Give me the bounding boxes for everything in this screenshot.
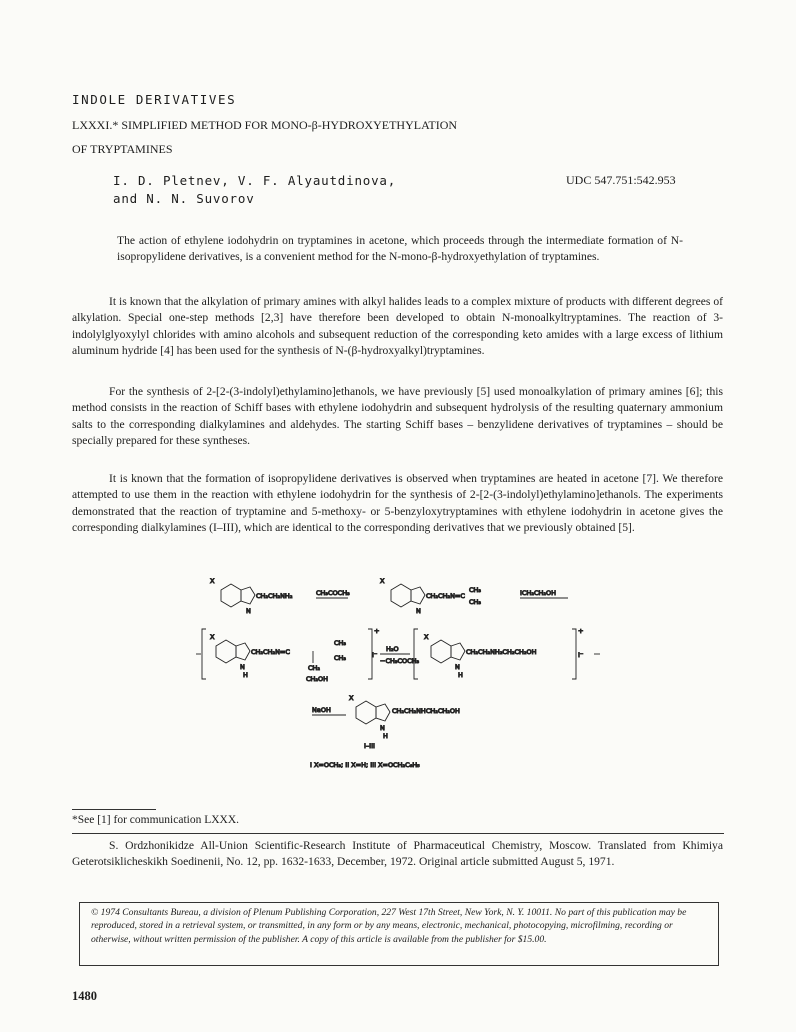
scheme-plus-2: + [578, 627, 584, 635]
footnote-rule [72, 809, 156, 810]
scheme-iodide-1: I⁻ [372, 651, 378, 659]
scheme-ch3-b: CH₃ [469, 598, 482, 606]
abstract: The action of ethylene iodohydrin on tryptamines in acetone, which proceeds through the intermediate formation of N-isopropylidene derivatives, is a convenient method for the N-mono-β-hydroxyethylation of tryptamines. [117, 234, 683, 264]
institution-rule [72, 833, 724, 834]
scheme-ch3-a: CH₃ [469, 586, 482, 594]
authors-line1: I. D. Pletnev, V. F. Alyautdinova, [113, 173, 397, 188]
scheme-x-2: X [380, 577, 385, 585]
scheme-nh-4: N [455, 663, 460, 671]
scheme-nh-1: N [246, 607, 251, 615]
scheme-x-4: X [424, 633, 429, 641]
body-paragraph-2: For the synthesis of 2-[2-(3-indolyl)ethylamino]ethanols, we have previously [5] used monoalkylation of primary amines [6]; this method consists in the reaction of Schiff bases with ethylene iodohydrin and subsequent hydrolysis of the resulting quaternary ammonium salts to the corresponding dialkylamines and aldehydes. The starting Schiff bases – benzylidene derivatives of tryptamines – should be specially prepared for these syntheses. [72, 385, 723, 447]
scheme-ch3-d: CH₃ [334, 654, 347, 662]
reaction-scheme [196, 571, 616, 771]
scheme-legend: I X=OCH₃; II X=H; III X=OCH₂C₆H₅ [310, 761, 420, 769]
scheme-h-4: H [458, 671, 463, 679]
udc-code: UDC 547.751:542.953 [566, 173, 676, 187]
scheme-chain-2: CH₂CH₂N=C [426, 592, 465, 600]
scheme-h-5: H [383, 732, 388, 740]
scheme-iodide-2: I⁻ [578, 651, 584, 659]
scheme-minus-acetone: −CH₃COCH₃ [380, 657, 420, 665]
scheme-x-1: X [210, 577, 215, 585]
scheme-ch3-c: CH₃ [334, 639, 347, 647]
scheme-plus-1: + [374, 627, 380, 635]
copyright-notice: © 1974 Consultants Bureau, a division of Plenum Publishing Corporation, 227 West 17th Street, New York, N. Y. 10011. No part of this publication may be reproduced, stored in a retrieval system, or transmitted, in any form or by any means, electronic, mechanical, photocopying, microfilming, recording or otherwise, without written permission of the publisher. A copy of this article is available from the publisher for $15.00. [91, 907, 687, 945]
body-paragraph-1: It is known that the alkylation of primary amines with alkyl halides leads to a complex mixture of products with different degrees of alkylation. Special one-step methods [2,3] have therefore been developed to obtain N-monoalkyltryptamines. The reaction of 3-indolylglyoxylyl chlorides with amino alcohols and subsequent reduction of the corresponding keto amides with a large excess of lithium aluminum hydride [4] has been used for the synthesis of N-(β-hydroxyalkyl)tryptamines. [72, 295, 723, 357]
footnote: *See [1] for communication LXXX. [72, 814, 240, 826]
article-title-line2: OF TRYPTAMINES [72, 142, 173, 156]
scheme-reagent-acetone: CH₃COCH₃ [316, 589, 350, 597]
authors-line2: and N. N. Suvorov [113, 191, 255, 206]
scheme-nh-2: N [416, 607, 421, 615]
scheme-water: H₂O [386, 645, 399, 653]
scheme-compound-label: I–III [364, 742, 375, 750]
scheme-chain-4: CH₂CH₂NH₂CH₂CH₂OH [466, 648, 537, 656]
scheme-chain-3: CH₂CH₂N=C [251, 648, 290, 656]
scheme-ch2oh-1: CH₂OH [306, 675, 329, 683]
body-paragraph-3: It is known that the formation of isopropylidene derivatives is observed when tryptamines are heated in acetone [7]. We therefore attempted to use them in the reaction with ethylene iodohydrin for the synthesis of 2-[2-(3-indolyl)ethylamino]ethanols. The experiments demonstrated that the reaction of tryptamine and 5-methoxy- or 5-benzyloxytryptamines with ethylene iodohydrin in acetone gives the corresponding dialkylamines (I–III), which are identical to the corresponding derivatives that we previously obtained [5]. [72, 472, 723, 534]
scheme-naoh: NaOH [312, 706, 331, 714]
article-title-line1: LXXXI.* SIMPLIFIED METHOD FOR MONO-β-HYDROXYETHYLATION [72, 118, 458, 132]
institution-note: S. Ordzhonikidze All-Union Scientific-Research Institute of Pharmaceutical Chemistry, Moscow. Translated from Khimiya Geterotsiklicheskikh Soedinenii, No. 12, pp. 1632-1633, December, 1972. Original article submitted August 5, 1971. [72, 839, 723, 868]
series-title: INDOLE DERIVATIVES [72, 92, 237, 107]
scheme-nh-5: N [380, 724, 385, 732]
scheme-nh-3: N [240, 663, 245, 671]
scheme-x-5: X [349, 694, 354, 702]
page-number: 1480 [72, 989, 97, 1003]
scheme-x-3: X [210, 633, 215, 641]
scheme-h-3: H [243, 671, 248, 679]
scheme-ch2: CH₂ [308, 664, 321, 672]
scheme-chain-1: CH₂CH₂NH₂ [256, 592, 293, 600]
scheme-chain-5: CH₂CH₂NHCH₂CH₂OH [392, 707, 460, 715]
scheme-reagent-iodohydrin: ICH₂CH₂OH [520, 589, 556, 597]
